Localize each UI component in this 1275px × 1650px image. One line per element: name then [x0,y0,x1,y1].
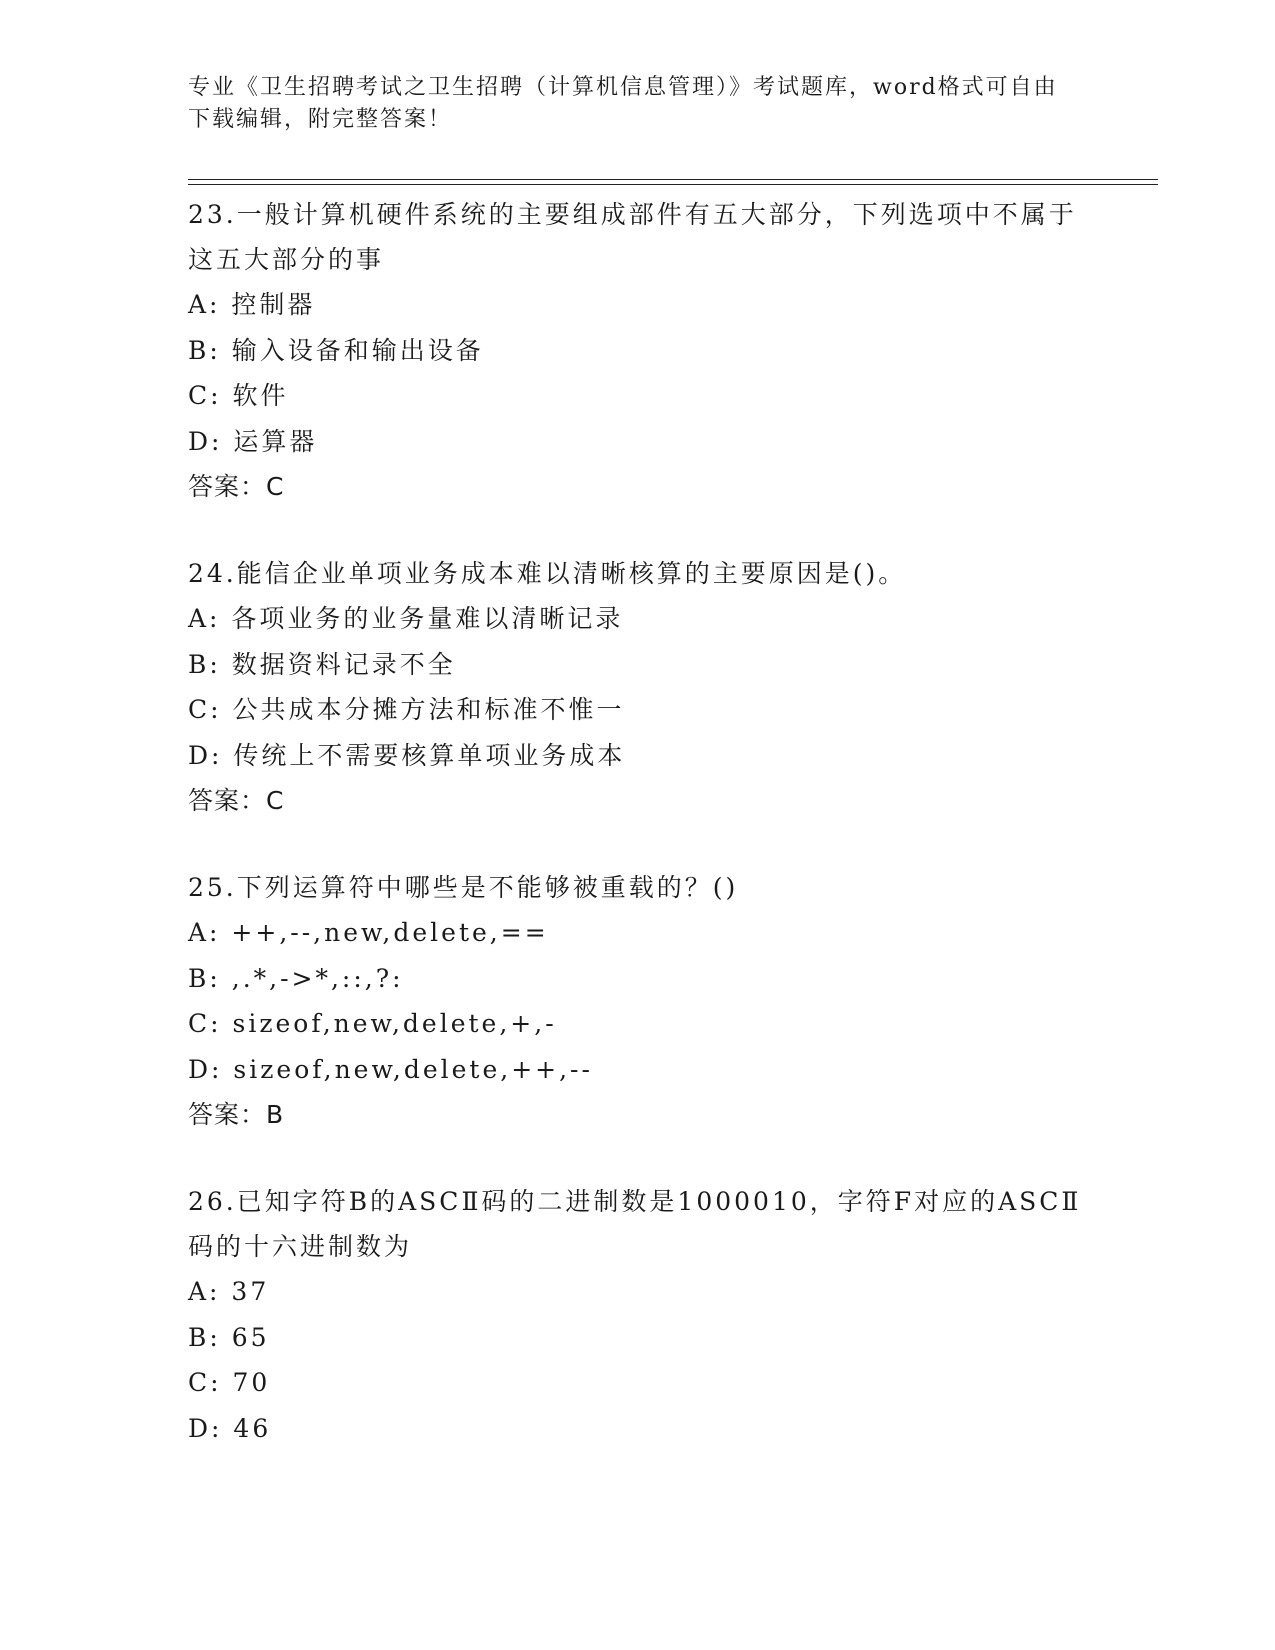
option-d: D: 46 [188,1413,272,1443]
option-d: D: 传统上不需要核算单项业务成本 [188,740,626,770]
question-text: 23.一般计算机硬件系统的主要组成部件有五大部分，下列选项中不属于这五大部分的事 [188,200,1077,274]
question-text: 24.能信企业单项业务成本难以清晰核算的主要原因是()。 [188,559,907,588]
answer-line: 答案：C [188,472,285,501]
answer-line: 答案：C [188,786,285,815]
option-c: C: 公共成本分摊方法和标准不惟一 [188,695,625,724]
option-d: D: 运算器 [188,426,318,456]
option-d: D: sizeof,new,delete,++,-- [188,1054,593,1084]
option-c: C: 软件 [188,381,289,410]
header-divider-bottom [188,184,1158,185]
option-a: A: ++,--,new,delete,== [188,918,549,947]
question-26 [188,1179,1088,1451]
option-a: A: 37 [188,1277,270,1306]
option-a: A: 各项业务的业务量难以清晰记录 [188,604,624,633]
question-list [188,192,1088,1493]
answer-line: 答案：B [188,1100,285,1129]
option-b: B: 65 [188,1322,270,1352]
document-header: 专业《卫生招聘考试之卫生招聘（计算机信息管理）》考试题库，word格式可自由下载编辑，附完整答案！ [188,75,1058,132]
question-text: 25.下列运算符中哪些是不能够被重载的？() [188,873,739,902]
option-b: B: 输入设备和输出设备 [188,335,484,365]
option-a: A: 控制器 [188,290,316,319]
option-c: C: 70 [188,1368,271,1397]
question-25 [188,865,1088,1137]
question-23 [188,192,1088,509]
question-24 [188,551,1088,823]
option-c: C: sizeof,new,delete,+,- [188,1009,557,1038]
header-divider-top [188,179,1158,180]
question-text: 26.已知字符B的ASCⅡ码的二进制数是1000010，字符F对应的ASCⅡ码的十六进制数为 [188,1187,1082,1261]
option-b: B: 数据资料记录不全 [188,649,456,679]
option-b: B: ,.*,->*,::,?: [188,963,404,993]
